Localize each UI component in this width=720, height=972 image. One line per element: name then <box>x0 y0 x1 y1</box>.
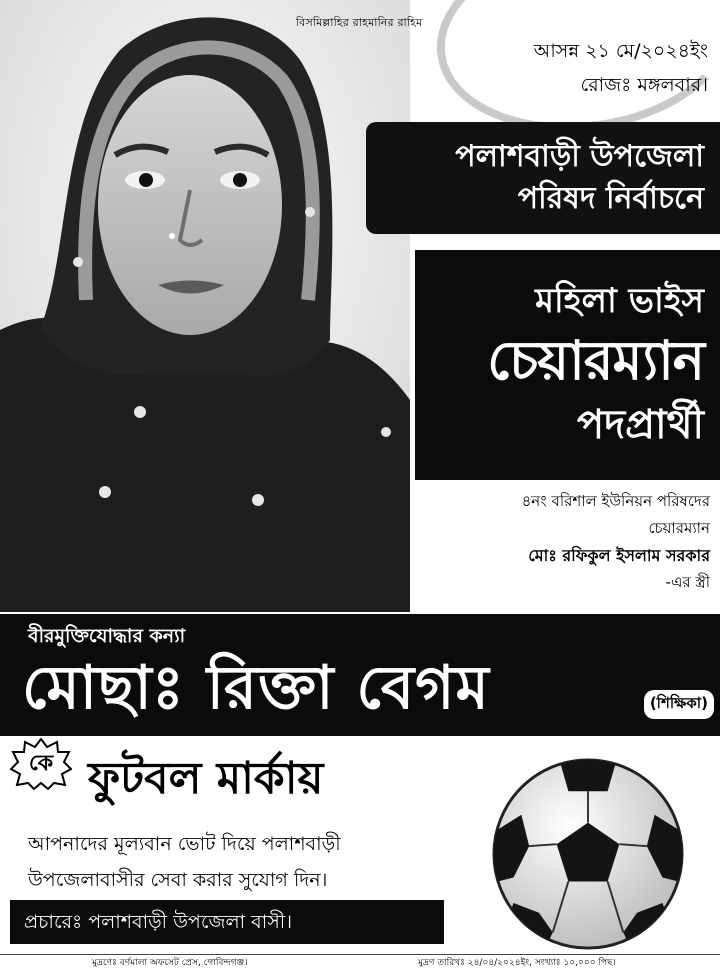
printer-info: মুদ্রণেঃ বর্ণমালা অফসেট প্রেস, গোবিন্দগঞ্জ। <box>92 958 248 968</box>
election-line-2: পরিষদ নির্বাচনে <box>517 181 704 216</box>
post-line-2: চেয়ারম্যান <box>487 329 704 392</box>
appeal-line-1: আপনাদের মূল্যবান ভোট দিয়ে পলাশবাড়ী <box>28 833 341 855</box>
post-line-3: পদপ্রার্থী <box>577 402 704 448</box>
ke-text: কে <box>28 750 54 776</box>
spouse-line-1: ৪নং বরিশাল ইউনিয়ন পরিষদের <box>521 492 710 510</box>
ke-badge <box>10 738 72 790</box>
football-icon <box>490 756 686 952</box>
footer <box>0 954 720 972</box>
election-banner <box>366 122 720 234</box>
symbol-text: ফুটবল মার্কায় <box>88 753 324 804</box>
date-line: আসন্ন ২১ মে/২০২৪ইং <box>533 40 708 62</box>
print-date-info: মুদ্রণ তারিখঃ ২৪/০৪/২০২৪ইং, সংখ্যাঃ ১০,০০০ পিছ। <box>418 958 616 968</box>
bismillah-text: বিসমিল্লাহির রাহমানির রাহিম <box>296 16 423 29</box>
candidate-profession: (শিক্ষিকা) <box>644 690 714 719</box>
spouse-name: মোঃ রফিকুল ইসলাম সরকার <box>528 546 710 565</box>
day-line: রোজঃ মঙ্গলবার। <box>580 74 708 96</box>
spouse-info <box>380 488 710 596</box>
post-line-1: মহিলা ভাইস <box>535 281 704 321</box>
candidate-name: মোছাঃ রিক্তা বেগম <box>22 653 490 723</box>
candidate-photo <box>0 0 410 612</box>
post-block <box>415 250 720 480</box>
appeal-text <box>28 826 448 898</box>
candidate-name-band <box>0 614 720 736</box>
election-date <box>440 34 708 102</box>
spouse-line-4: -এর স্ত্রী <box>665 573 710 591</box>
appeal-line-2: উপজেলাবাসীর সেবা করার সুযোগ দিন। <box>28 869 328 891</box>
candidate-relation: বীরমুক্তিযোদ্ধার কন্যা <box>28 625 186 647</box>
campaign-credit: প্রচারেঃ পলাশবাড়ী উপজেলা বাসী। <box>10 900 444 944</box>
spouse-line-2: চেয়ারম্যান <box>648 519 710 537</box>
election-line-1: পলাশবাড়ী উপজেলা <box>455 139 704 174</box>
